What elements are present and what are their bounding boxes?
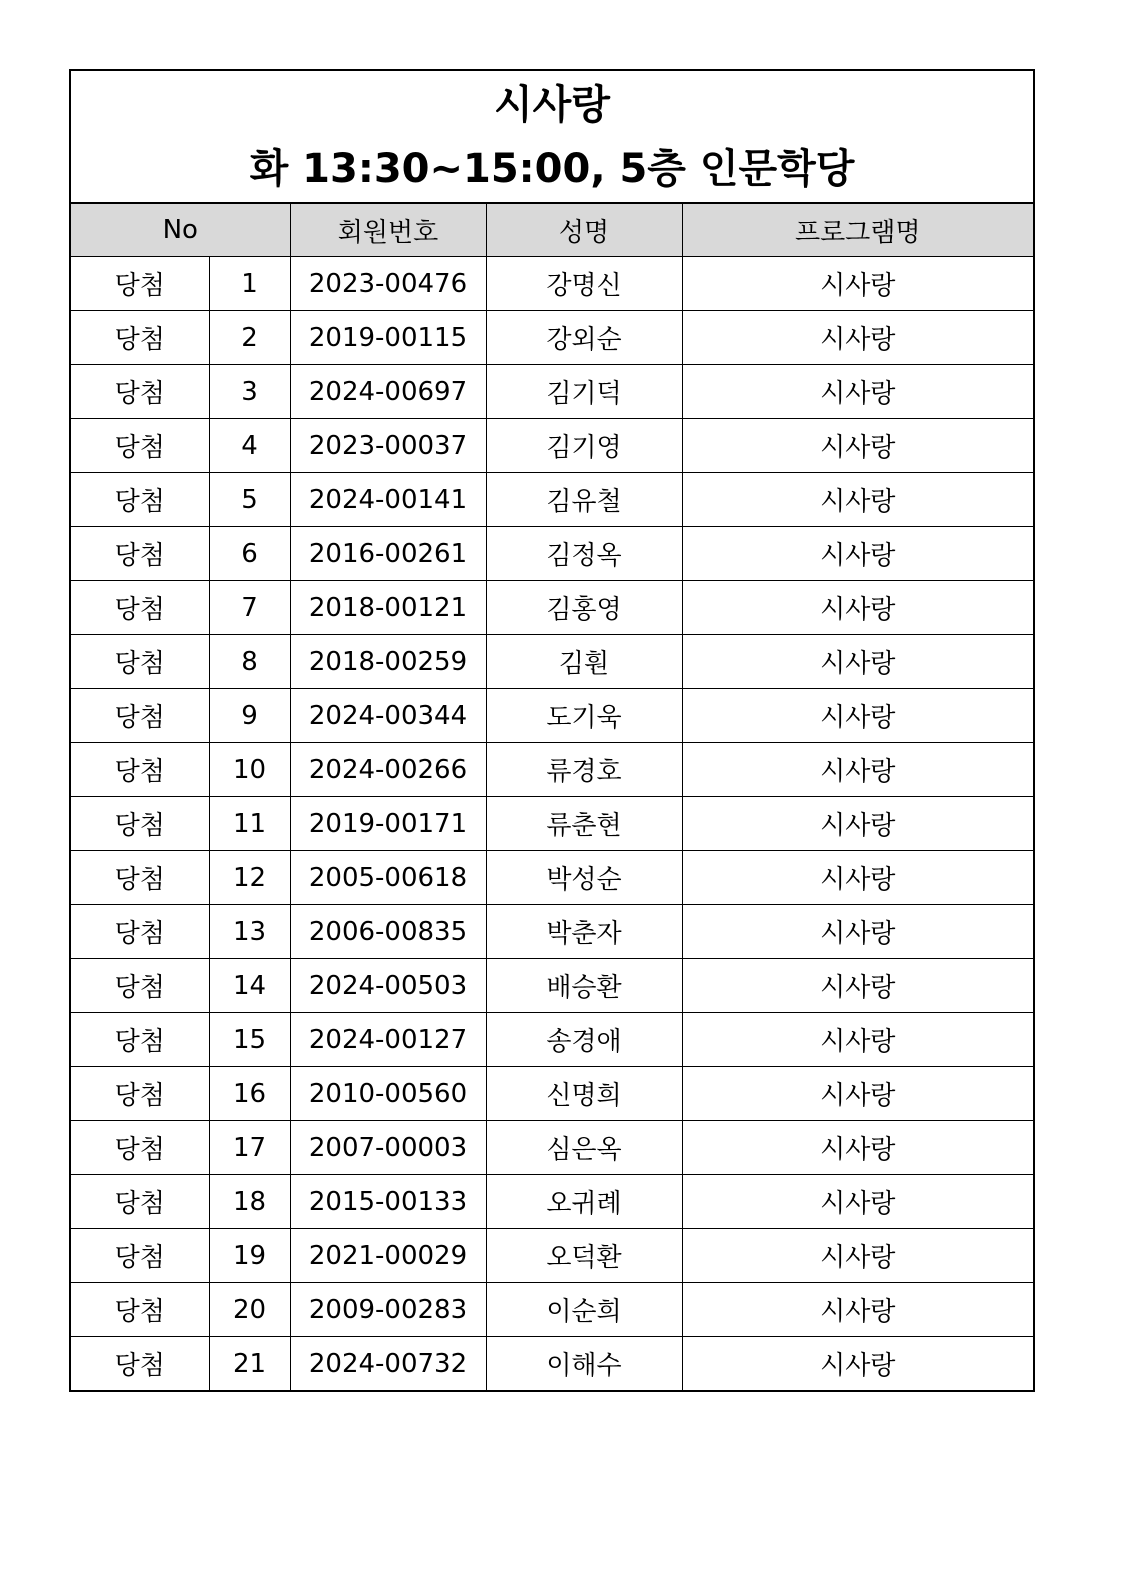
member-number-cell: 2007-00003	[290, 1121, 486, 1175]
header-no: No	[70, 203, 290, 257]
row-number-cell: 7	[209, 581, 290, 635]
status-cell: 당첨	[70, 1229, 209, 1283]
row-number-cell: 16	[209, 1067, 290, 1121]
table-row	[70, 797, 1034, 851]
status-cell: 당첨	[70, 527, 209, 581]
status-cell: 당첨	[70, 365, 209, 419]
row-number-cell: 12	[209, 851, 290, 905]
member-number-cell: 2005-00618	[290, 851, 486, 905]
member-number-cell: 2024-00732	[290, 1337, 486, 1392]
table-row	[70, 851, 1034, 905]
status-cell: 당첨	[70, 257, 209, 311]
table-row	[70, 1013, 1034, 1067]
member-number-cell: 2019-00171	[290, 797, 486, 851]
row-number-cell: 14	[209, 959, 290, 1013]
table-row	[70, 1175, 1034, 1229]
program-cell: 시사랑	[682, 1067, 1034, 1121]
winners-table	[69, 69, 1035, 1392]
member-number-cell: 2018-00121	[290, 581, 486, 635]
status-cell: 당첨	[70, 689, 209, 743]
name-cell: 이순희	[486, 1283, 682, 1337]
status-cell: 당첨	[70, 1013, 209, 1067]
name-cell: 김홍영	[486, 581, 682, 635]
row-number-cell: 3	[209, 365, 290, 419]
member-number-cell: 2010-00560	[290, 1067, 486, 1121]
program-cell: 시사랑	[682, 1175, 1034, 1229]
program-cell: 시사랑	[682, 1013, 1034, 1067]
program-cell: 시사랑	[682, 959, 1034, 1013]
program-cell: 시사랑	[682, 311, 1034, 365]
title-row	[70, 70, 1034, 203]
row-number-cell: 21	[209, 1337, 290, 1392]
program-cell: 시사랑	[682, 365, 1034, 419]
member-number-cell: 2021-00029	[290, 1229, 486, 1283]
row-number-cell: 13	[209, 905, 290, 959]
member-number-cell: 2015-00133	[290, 1175, 486, 1229]
member-number-cell: 2018-00259	[290, 635, 486, 689]
row-number-cell: 9	[209, 689, 290, 743]
member-number-cell: 2024-00141	[290, 473, 486, 527]
program-cell: 시사랑	[682, 527, 1034, 581]
member-number-cell: 2023-00037	[290, 419, 486, 473]
program-cell: 시사랑	[682, 1121, 1034, 1175]
status-cell: 당첨	[70, 311, 209, 365]
member-number-cell: 2024-00503	[290, 959, 486, 1013]
name-cell: 오귀례	[486, 1175, 682, 1229]
name-cell: 배승환	[486, 959, 682, 1013]
name-cell: 박춘자	[486, 905, 682, 959]
row-number-cell: 8	[209, 635, 290, 689]
row-number-cell: 15	[209, 1013, 290, 1067]
header-row	[70, 203, 1034, 257]
status-cell: 당첨	[70, 581, 209, 635]
status-cell: 당첨	[70, 851, 209, 905]
status-cell: 당첨	[70, 743, 209, 797]
status-cell: 당첨	[70, 473, 209, 527]
name-cell: 류경호	[486, 743, 682, 797]
table-row	[70, 581, 1034, 635]
status-cell: 당첨	[70, 797, 209, 851]
name-cell: 강명신	[486, 257, 682, 311]
member-number-cell: 2006-00835	[290, 905, 486, 959]
member-number-cell: 2009-00283	[290, 1283, 486, 1337]
program-cell: 시사랑	[682, 581, 1034, 635]
name-cell: 오덕환	[486, 1229, 682, 1283]
status-cell: 당첨	[70, 1283, 209, 1337]
row-number-cell: 10	[209, 743, 290, 797]
program-cell: 시사랑	[682, 797, 1034, 851]
status-cell: 당첨	[70, 905, 209, 959]
table-row	[70, 635, 1034, 689]
row-number-cell: 18	[209, 1175, 290, 1229]
row-number-cell: 6	[209, 527, 290, 581]
row-number-cell: 4	[209, 419, 290, 473]
table-row	[70, 743, 1034, 797]
program-cell: 시사랑	[682, 689, 1034, 743]
status-cell: 당첨	[70, 1337, 209, 1392]
row-number-cell: 17	[209, 1121, 290, 1175]
program-title: 시사랑	[494, 81, 610, 128]
row-number-cell: 1	[209, 257, 290, 311]
schedule-title: 화 13:30~15:00, 5층 인문학당	[249, 145, 855, 192]
status-cell: 당첨	[70, 1175, 209, 1229]
name-cell: 심은옥	[486, 1121, 682, 1175]
table-row	[70, 473, 1034, 527]
header-member-no: 회원번호	[290, 203, 486, 257]
name-cell: 류춘현	[486, 797, 682, 851]
table-row	[70, 1283, 1034, 1337]
member-number-cell: 2016-00261	[290, 527, 486, 581]
table-row	[70, 689, 1034, 743]
table-row	[70, 257, 1034, 311]
name-cell: 이해수	[486, 1337, 682, 1392]
table-row	[70, 959, 1034, 1013]
program-cell: 시사랑	[682, 473, 1034, 527]
name-cell: 강외순	[486, 311, 682, 365]
name-cell: 김기덕	[486, 365, 682, 419]
table-row	[70, 527, 1034, 581]
header-name: 성명	[486, 203, 682, 257]
name-cell: 김정옥	[486, 527, 682, 581]
table-row	[70, 1337, 1034, 1392]
name-cell: 김유철	[486, 473, 682, 527]
program-cell: 시사랑	[682, 635, 1034, 689]
status-cell: 당첨	[70, 635, 209, 689]
row-number-cell: 11	[209, 797, 290, 851]
table-row	[70, 905, 1034, 959]
table-row	[70, 419, 1034, 473]
name-cell: 김기영	[486, 419, 682, 473]
program-cell: 시사랑	[682, 1229, 1034, 1283]
name-cell: 김훤	[486, 635, 682, 689]
name-cell: 신명희	[486, 1067, 682, 1121]
member-number-cell: 2023-00476	[290, 257, 486, 311]
program-cell: 시사랑	[682, 1337, 1034, 1392]
status-cell: 당첨	[70, 419, 209, 473]
row-number-cell: 5	[209, 473, 290, 527]
program-cell: 시사랑	[682, 851, 1034, 905]
program-cell: 시사랑	[682, 257, 1034, 311]
name-cell: 송경애	[486, 1013, 682, 1067]
status-cell: 당첨	[70, 1121, 209, 1175]
title-cell	[70, 70, 1034, 203]
member-number-cell: 2024-00697	[290, 365, 486, 419]
status-cell: 당첨	[70, 1067, 209, 1121]
name-cell: 도기욱	[486, 689, 682, 743]
table-body	[70, 257, 1034, 1392]
member-number-cell: 2019-00115	[290, 311, 486, 365]
row-number-cell: 19	[209, 1229, 290, 1283]
table-row	[70, 311, 1034, 365]
table-row	[70, 1067, 1034, 1121]
member-number-cell: 2024-00266	[290, 743, 486, 797]
program-cell: 시사랑	[682, 419, 1034, 473]
status-cell: 당첨	[70, 959, 209, 1013]
table-row	[70, 1229, 1034, 1283]
table-row	[70, 365, 1034, 419]
header-program: 프로그램명	[682, 203, 1034, 257]
table-row	[70, 1121, 1034, 1175]
program-cell: 시사랑	[682, 1283, 1034, 1337]
member-number-cell: 2024-00344	[290, 689, 486, 743]
row-number-cell: 2	[209, 311, 290, 365]
member-number-cell: 2024-00127	[290, 1013, 486, 1067]
program-cell: 시사랑	[682, 905, 1034, 959]
row-number-cell: 20	[209, 1283, 290, 1337]
name-cell: 박성순	[486, 851, 682, 905]
program-cell: 시사랑	[682, 743, 1034, 797]
